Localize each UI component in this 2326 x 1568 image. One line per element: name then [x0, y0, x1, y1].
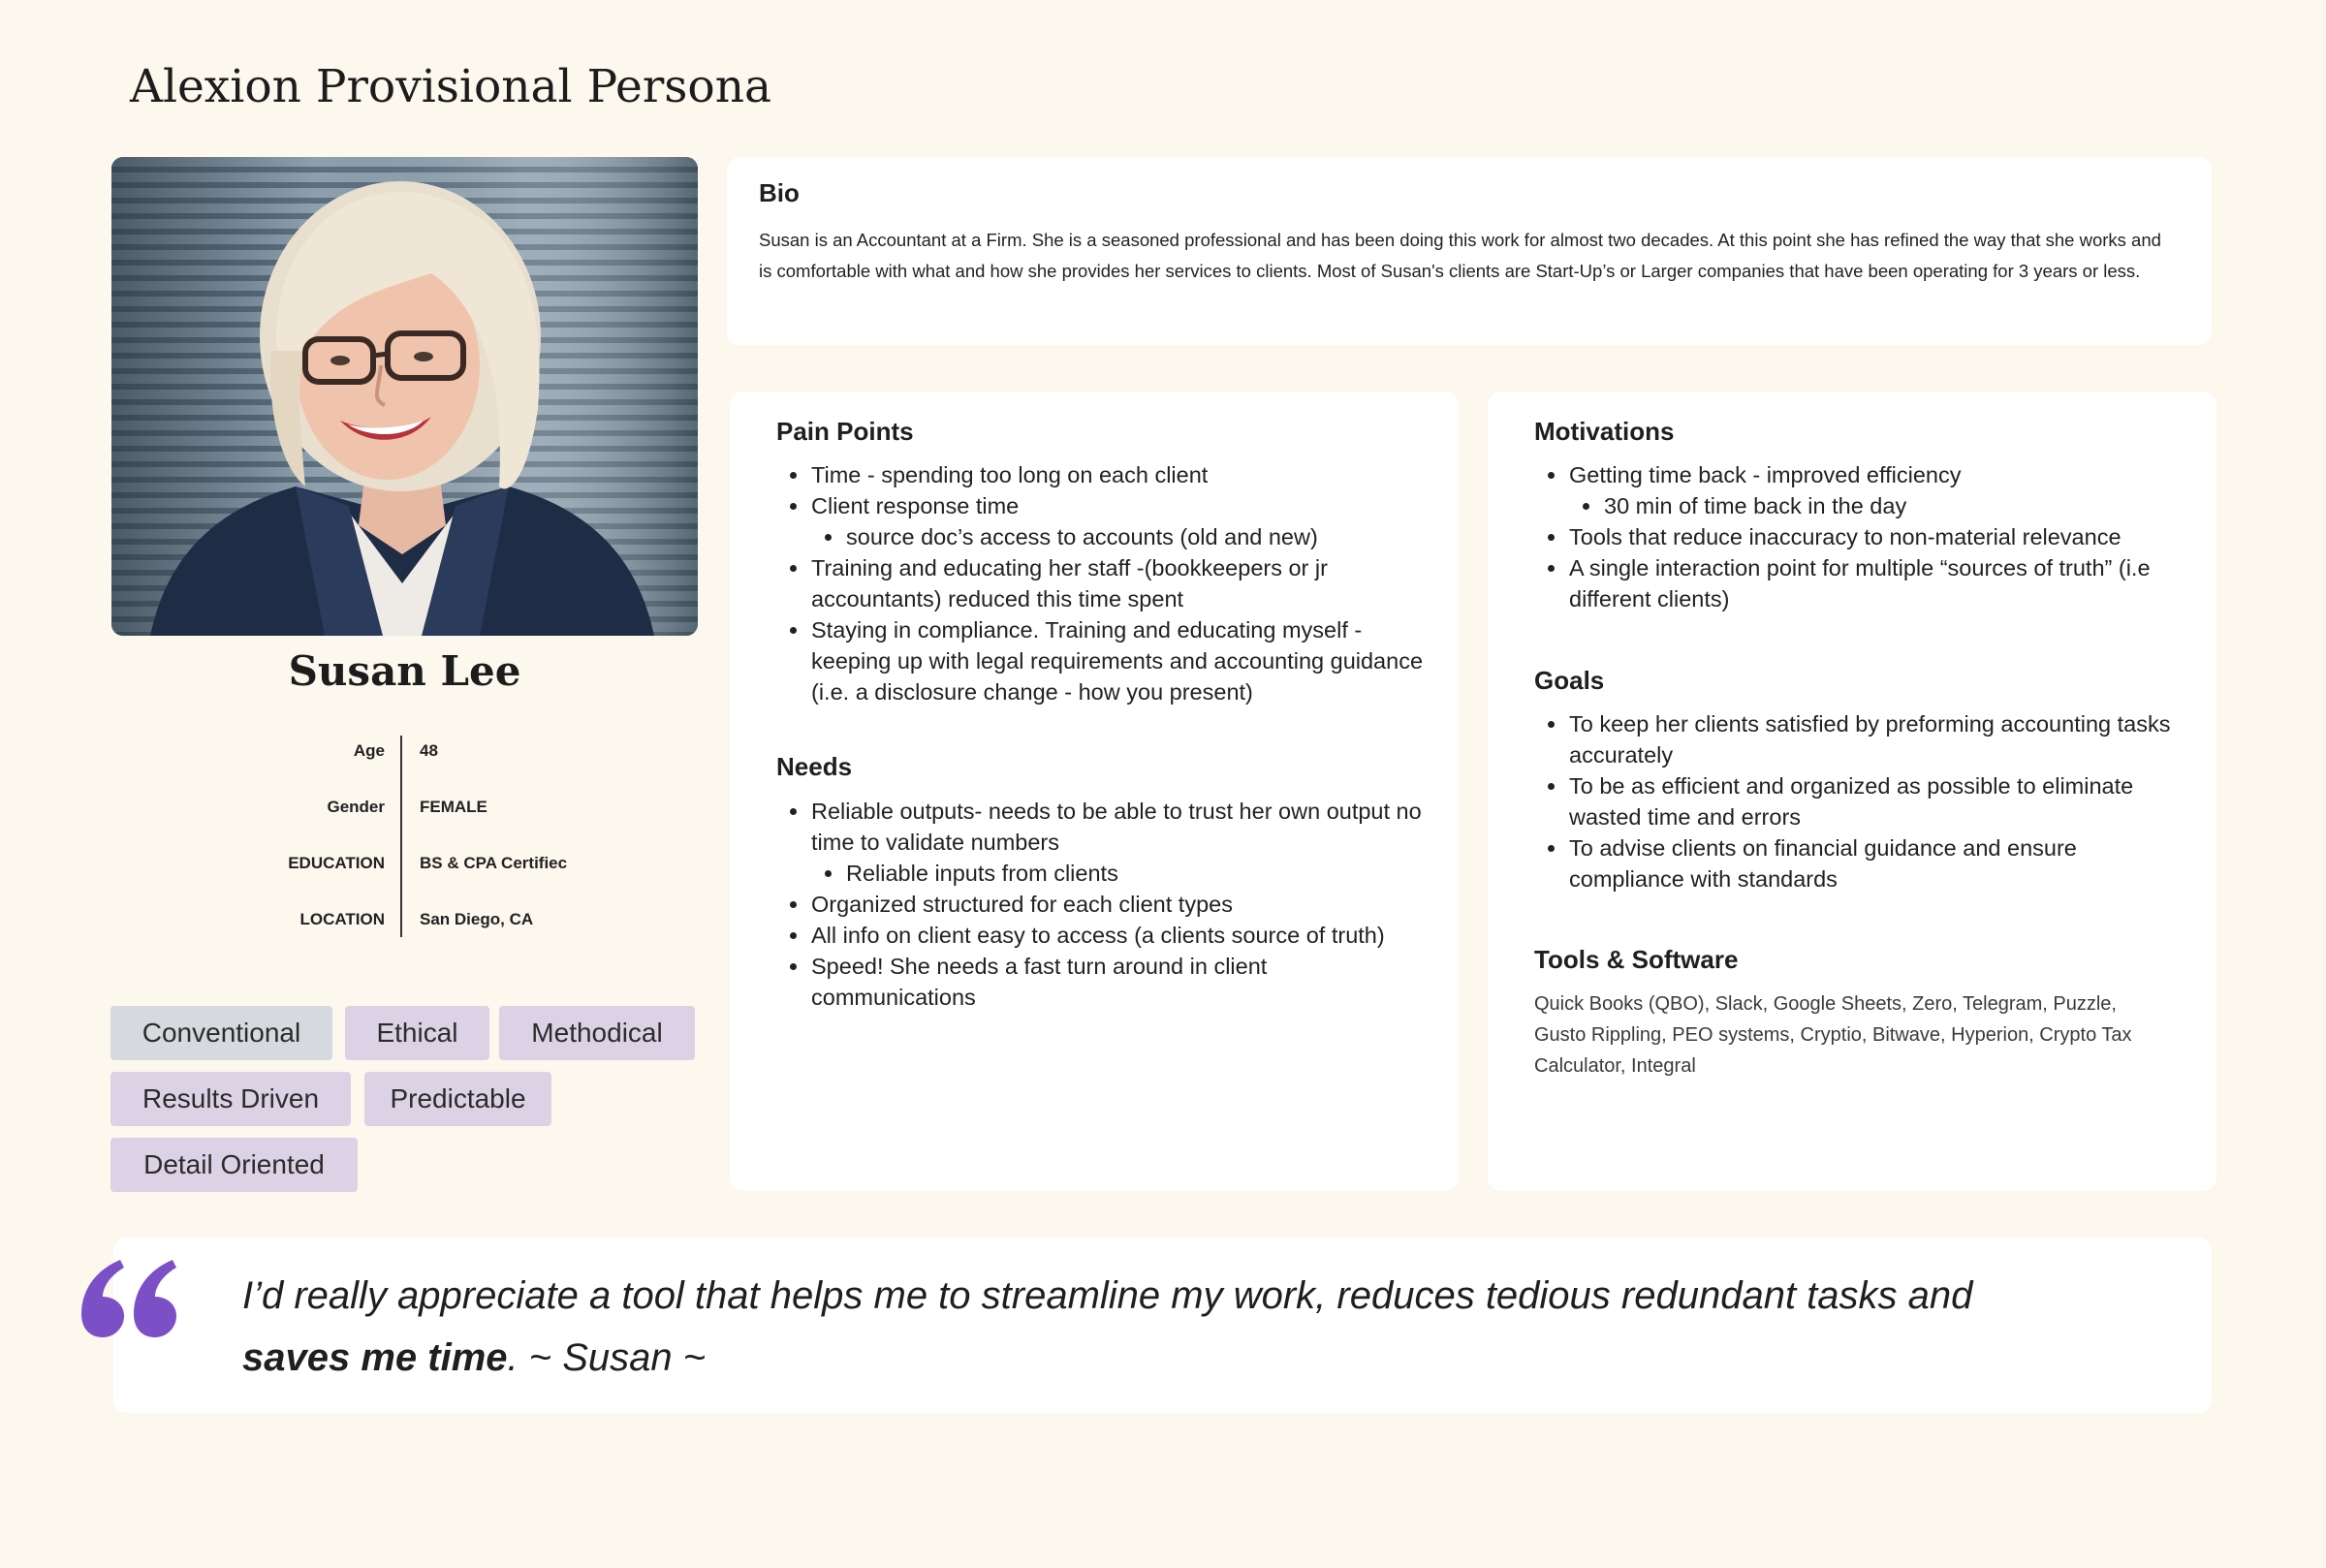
- persona-name: Susan Lee: [288, 647, 521, 695]
- list-item: Tools that reduce inaccuracy to non-material relevance: [1534, 521, 2193, 552]
- demographic-row-age: [233, 741, 620, 770]
- list-item: source doc’s access to accounts (old and new): [776, 521, 1435, 552]
- motivations-heading: Motivations: [1534, 417, 1675, 446]
- motivations-list: [1534, 459, 2193, 614]
- tools-text: Quick Books (QBO), Slack, Google Sheets, Zero, Telegram, Puzzle, Gusto Rippling, PEO systems, Cryptio, Bitwave, Hyperion, Crypto Tax Calculator, Integral: [1534, 993, 2132, 1077]
- list-item: To advise clients on financial guidance and ensure compliance with standards: [1534, 832, 2193, 894]
- demographic-row-education: [233, 854, 620, 883]
- bio-heading: Bio: [759, 178, 800, 207]
- demographic-label: EDUCATION: [288, 854, 385, 872]
- list-item: Client response time: [776, 490, 1435, 521]
- list-item: To keep her clients satisfied by preforming accounting tasks accurately: [1534, 708, 2193, 770]
- trait-tag: Conventional: [110, 1006, 332, 1060]
- bio-card: [727, 157, 2212, 345]
- list-item: Staying in compliance. Training and educating myself - keeping up with legal requirements and accounting guidance (i.e. a disclosure change - how you present): [776, 614, 1435, 707]
- pain-points-list: [776, 459, 1435, 707]
- pain-points-heading: Pain Points: [776, 417, 914, 446]
- demographic-label: Age: [353, 741, 385, 760]
- quote-main: I’d really appreciate a tool that helps me to streamline my work, reduces tedious redundant tasks and: [242, 1274, 1973, 1317]
- demographic-row-location: [233, 910, 620, 939]
- demographic-label: Gender: [327, 798, 385, 816]
- persona-photo-image: [111, 157, 698, 636]
- demographics-table: [233, 734, 620, 937]
- demographic-value: San Diego, CA: [420, 910, 534, 928]
- list-item: Getting time back - improved efficiency: [1534, 459, 2193, 490]
- motivations-card: [1488, 392, 2216, 1191]
- demographic-row-gender: [233, 798, 620, 827]
- demographic-value: 48: [420, 741, 438, 760]
- list-item: Training and educating her staff -(bookkeepers or jr accountants) reduced this time spent: [776, 552, 1435, 614]
- list-item: Reliable outputs- needs to be able to trust her own output no time to validate numbers: [776, 796, 1435, 858]
- list-item: Speed! She needs a fast turn around in client communications: [776, 951, 1435, 1013]
- demographic-label: LOCATION: [299, 910, 385, 928]
- list-item: Organized structured for each client types: [776, 889, 1435, 920]
- quote-text: [242, 1265, 2181, 1389]
- persona-photo: [111, 157, 698, 636]
- tools-heading: Tools & Software: [1534, 945, 1739, 974]
- demographic-value: FEMALE: [420, 798, 487, 816]
- demographic-value: BS & CPA Certifiec: [420, 854, 568, 872]
- trait-tag: Methodical: [499, 1006, 695, 1060]
- goals-heading: Goals: [1534, 666, 1605, 695]
- list-item: All info on client easy to access (a clients source of truth): [776, 920, 1435, 951]
- quote-attribution: . ~ Susan ~: [507, 1336, 707, 1379]
- trait-tag: Ethical: [345, 1006, 489, 1060]
- needs-list: [776, 796, 1435, 1013]
- list-item: Reliable inputs from clients: [776, 858, 1435, 889]
- pain-points-card: [730, 392, 1459, 1191]
- trait-tags: [110, 1006, 702, 1190]
- bio-text: Susan is an Accountant at a Firm. She is a seasoned professional and has been doing this work for almost two decades. At this point she has refined the way that she works and is comfortable with what and how she provides her services to clients. Most of Susan's clients are Start-Up’s or Larger companies that have been operating for 3 years or less.: [759, 230, 2161, 281]
- needs-heading: Needs: [776, 752, 853, 781]
- list-item: 30 min of time back in the day: [1534, 490, 2193, 521]
- trait-tag: Predictable: [364, 1072, 551, 1126]
- list-item: A single interaction point for multiple “sources of truth” (i.e different clients): [1534, 552, 2193, 614]
- list-item: To be as efficient and organized as possible to eliminate wasted time and errors: [1534, 770, 2193, 832]
- trait-tag: Results Driven: [110, 1072, 351, 1126]
- page-title: Alexion Provisional Persona: [130, 60, 772, 113]
- quote-mark-icon: [81, 1260, 178, 1337]
- trait-tag: Detail Oriented: [110, 1138, 358, 1192]
- list-item: Time - spending too long on each client: [776, 459, 1435, 490]
- quote-emphasis: saves me time: [242, 1336, 508, 1379]
- goals-list: [1534, 708, 2193, 894]
